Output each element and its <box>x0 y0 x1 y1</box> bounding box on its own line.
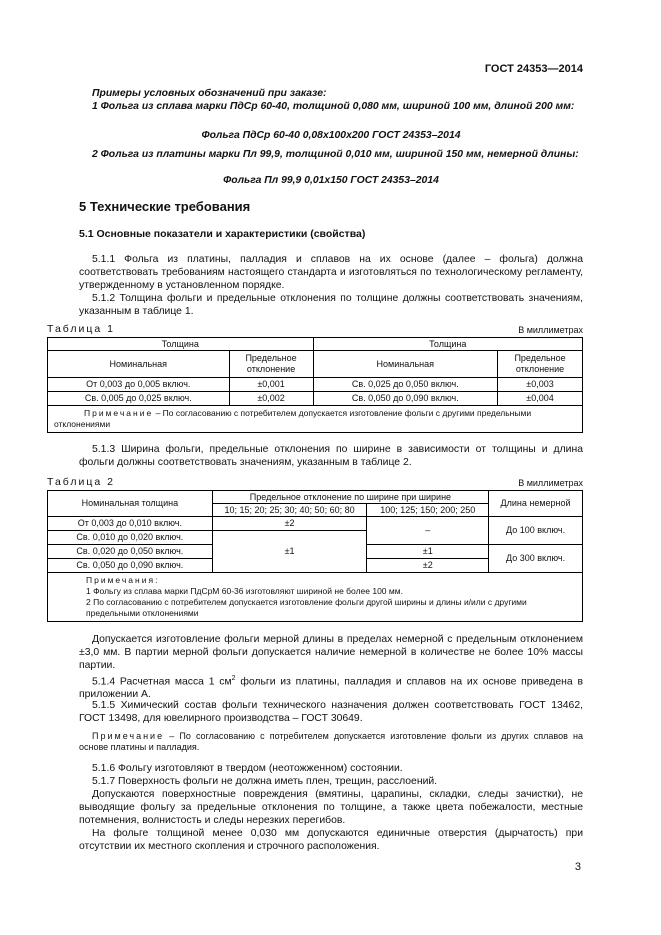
table-cell: ±2 <box>212 517 367 531</box>
paragraph-measured-length: Допускается изготовление фольги мерной длины в пределах немерной с предельным отклонением ±3,0 мм. В партии мерной фольги допускается наличие немерной в количестве не более 10% массы партии. <box>79 634 583 671</box>
table-1-header-nominal: Номинальная <box>313 351 498 378</box>
example-1-designation: Фольга ПдСр 60-40 0,08x100x200 ГОСТ 24353–2014 <box>201 130 461 141</box>
table-cell: Св. 0,005 до 0,025 включ. <box>48 392 230 406</box>
standard-code: ГОСТ 24353—2014 <box>484 63 583 75</box>
paragraph-surface: Допускаются поверхностные повреждения (вмятины, царапины, складки, следы зачистки), не выводящие фольгу за предельные отклонения по толщине, а также цвета побежалости, местные потемнения, волнистость и следы нерезких перегибов. <box>79 789 583 826</box>
paragraph-5-1-5: 5.1.5 Химический состав фольги технического назначения должен соответствовать ГОСТ 13462, ГОСТ 13498, для ювелирного производства – ГОСТ 30649. <box>79 700 583 724</box>
example-2-text: 2 Фольга из платины марки Пл 99,9, толщиной 0,010 мм, шириной 150 мм, немерной длины: <box>92 149 579 160</box>
section-title: 5 Технические требования <box>79 199 251 214</box>
table-cell: До 100 включ. <box>489 517 583 545</box>
table-2-header-width-1: 10; 15; 20; 25; 30; 40; 50; 60; 80 <box>212 504 367 517</box>
table-1-caption: Таблица 1 <box>47 323 115 335</box>
table-cell: От 0,003 до 0,010 включ. <box>48 517 213 531</box>
table-cell: Св. 0,010 до 0,020 включ. <box>48 531 213 545</box>
table-1-header-deviation: Предельное отклонение <box>498 351 583 378</box>
table-2-header-width-group: Предельное отклонение по ширине при ширине <box>212 491 488 504</box>
table-2-header-width-2: 100; 125; 150; 200; 250 <box>367 504 489 517</box>
table-cell: – <box>367 517 489 545</box>
note-text: – По согласованию с потребителем допускается изготовление фольги с другими предельными отклонениями <box>54 408 532 429</box>
table-2-header-thickness: Номинальная толщина <box>48 491 213 517</box>
p514-text-a: 5.1.4 Расчетная масса 1 см <box>92 676 232 688</box>
table-cell: ±1 <box>367 545 489 559</box>
table-1-header-deviation: Предельное отклонение <box>229 351 313 378</box>
table-1-group-left: Толщина <box>48 338 314 351</box>
table-2-unit: В миллиметрах <box>518 478 583 488</box>
example-2-designation: Фольга Пл 99,9 0,01x150 ГОСТ 24353–2014 <box>223 175 439 186</box>
note-label: Примечание <box>84 408 154 418</box>
paragraph-5-1-2: 5.1.2 Толщина фольги и предельные отклонения по толщине должны соответствовать значениям, указанным в таблице 1. <box>79 293 583 317</box>
notes-label: Примечания: <box>86 575 160 585</box>
paragraph-5-1-1: 5.1.1 Фольга из платины, палладия и сплавов на их основе (далее – фольга) должна соответствовать требованиям настоящего стандарта и изготовляться по технологическому регламенту, утвержденному в установленном порядке. <box>79 254 583 291</box>
table-cell: ±0,002 <box>229 392 313 406</box>
table-cell: Св. 0,020 до 0,050 включ. <box>48 545 213 559</box>
table-2-notes <box>48 573 583 622</box>
table-1-note <box>48 406 583 433</box>
table-row <box>48 378 583 392</box>
note-5-1-5 <box>79 731 583 753</box>
subsection-title: 5.1 Основные показатели и характеристики (свойства) <box>79 228 366 240</box>
p514-text-b: фольги из платины, палладия и сплавов на их основе приведена в приложении А. <box>79 676 583 701</box>
examples-title: Примеры условных обозначений при заказе: <box>92 88 327 99</box>
example-1-text: 1 Фольга из сплава марки ПдСр 60-40, толщиной 0,080 мм, шириной 100 мм, длиной 200 мм: <box>92 101 575 112</box>
paragraph-5-1-7: 5.1.7 Поверхность фольги не должна иметь плен, трещин, расслоений. <box>92 776 438 787</box>
note-1: 1 Фольгу из сплава марки ПдСрМ 60-36 изготовляют шириной не более 100 мм. <box>86 586 403 596</box>
p514-superscript: 2 <box>231 675 236 682</box>
table-1-unit: В миллиметрах <box>518 325 583 335</box>
table-cell: От 0,003 до 0,005 включ. <box>48 378 230 392</box>
note-text: – По согласованию с потребителем допускается изготовление фольги из других сплавов на основе платины и палладия. <box>79 731 583 752</box>
table-1-header-nominal: Номинальная <box>48 351 230 378</box>
table-row <box>48 517 583 531</box>
table-cell: ±0,001 <box>229 378 313 392</box>
table-2-caption: Таблица 2 <box>47 476 115 488</box>
table-cell: ±1 <box>212 531 367 573</box>
paragraph-5-1-6: 5.1.6 Фольгу изготовляют в твердом (неотожженном) состоянии. <box>92 763 403 774</box>
table-1 <box>47 337 583 433</box>
table-cell: До 300 включ. <box>489 545 583 573</box>
table-2-header-length: Длина немерной <box>489 491 583 517</box>
note-2: 2 По согласованию с потребителем допускается изготовление фольги другой ширины и длины и/или с другими предельными отклонениями <box>86 597 527 618</box>
table-cell: Св. 0,025 до 0,050 включ. <box>313 378 498 392</box>
paragraph-holes: На фольге толщиной менее 0,030 мм допускаются единичные отверстия (дырчатость) при отсутствии их местного скопления и строчного расположения. <box>79 828 583 852</box>
paragraph-5-1-4 <box>79 672 583 701</box>
page-number: 3 <box>574 861 581 873</box>
table-2 <box>47 490 583 622</box>
paragraph-5-1-3: 5.1.3 Ширина фольги, предельные отклонения по ширине в зависимости от толщины и длина фольги должны соответствовать значениям, указанным в таблице 2. <box>79 444 583 468</box>
table-cell: ±0,003 <box>498 378 583 392</box>
note-label: Примечание <box>92 731 165 741</box>
table-1-group-right: Толщина <box>313 338 583 351</box>
table-cell: ±0,004 <box>498 392 583 406</box>
table-cell: ±2 <box>367 559 489 573</box>
table-cell: Св. 0,050 до 0,090 включ. <box>48 559 213 573</box>
table-row <box>48 392 583 406</box>
table-cell: Св. 0,050 до 0,090 включ. <box>313 392 498 406</box>
